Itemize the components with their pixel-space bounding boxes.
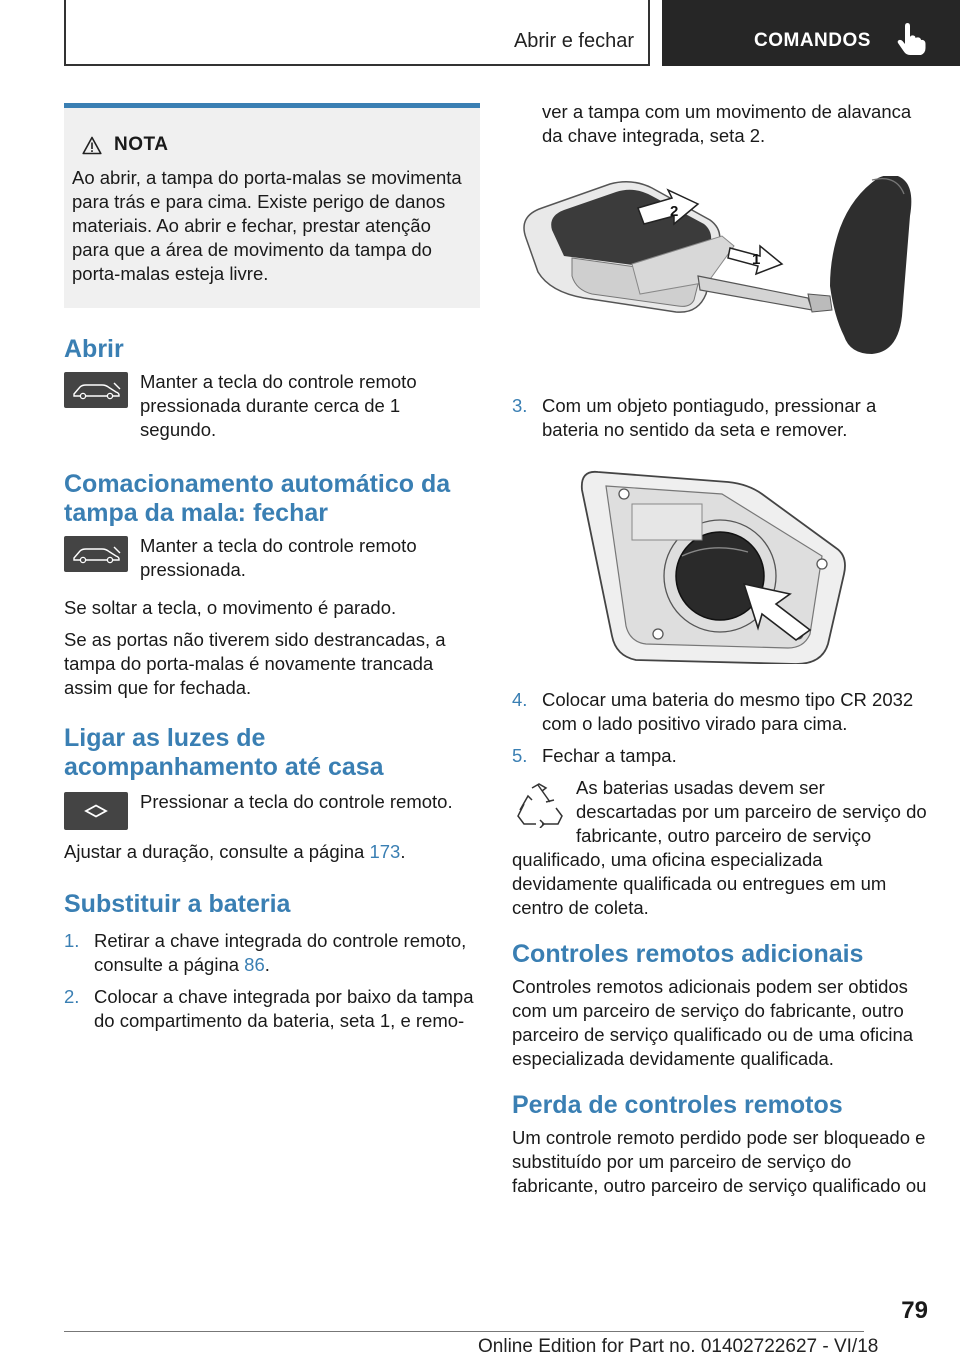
key-row-lights	[64, 790, 480, 830]
figure-arrow-label-2: 2	[670, 203, 679, 220]
header-chapter-label: COMANDOS	[754, 30, 871, 51]
step-number: 4.	[512, 689, 528, 710]
luzes-adjust-text: Ajustar a duração, consulte a página	[64, 841, 370, 862]
footer-edition: Online Edition for Part no. 01402722627 - VI/18	[478, 1336, 879, 1357]
pointing-hand-icon	[896, 22, 926, 56]
step-1	[64, 929, 480, 977]
step-1-text: Retirar a chave integrada do controle remoto, consulte a página	[94, 930, 467, 975]
step-number: 1.	[64, 930, 80, 951]
luzes-adjust-paragraph: Ajustar a duração, consulte a página 173.	[64, 841, 406, 862]
heading-bateria: Substituir a bateria	[64, 890, 291, 918]
warning-note-header	[82, 134, 472, 156]
figure-arrow-label-1: 1	[752, 251, 761, 268]
comac-paragraph-doors: Se as portas não tiverem sido destrancadas, a tampa do porta-malas é novamente trancada assim que for fechada.	[64, 629, 446, 698]
battery-compartment-illustration	[572, 464, 868, 664]
header-rule-left	[64, 0, 66, 66]
step-2-continued	[512, 100, 928, 148]
car-tailgate-icon	[68, 543, 124, 565]
key-row-close	[64, 534, 480, 582]
controles-paragraph: Controles remotos adicionais podem ser obtidos com um parceiro de serviço do fabricante, outro parceiro de serviço qualificado ou de uma oficina especializada devidamente qualificada.	[512, 976, 914, 1069]
abrir-instruction: Manter a tecla do controle remoto pressionada durante cerca de 1 segundo.	[140, 371, 417, 440]
recycle-notice	[512, 776, 928, 920]
header-section-title: Abrir e fechar	[513, 30, 634, 52]
header-rule-divider	[648, 0, 650, 66]
page-link-86[interactable]: 86	[244, 954, 265, 975]
page-number: 79	[901, 1297, 928, 1324]
key-fob-lever-illustration	[512, 176, 928, 366]
lights-key-button	[64, 792, 128, 830]
warning-note-title: NOTA	[114, 134, 169, 155]
tailgate-key-button	[64, 536, 128, 572]
tailgate-key-button	[64, 372, 128, 408]
recycle-text: As baterias usadas devem ser descartadas por um parceiro de serviço do fabricante, outro parceiro de serviço qualificado, uma oficina especializada devidamente qualificada ou entregues em um centro de coleta.	[512, 777, 927, 918]
step-number: 3.	[512, 395, 528, 416]
header-chapter-tab	[662, 0, 960, 66]
right-column	[512, 100, 928, 1206]
heading-controles-adicionais: Controles remotos adicionais	[512, 940, 864, 968]
step-3-text: Com um objeto pontiagudo, pressionar a bateria no sentido da seta e remover.	[542, 395, 877, 440]
comac-paragraph-release: Se soltar a tecla, o movimento é parado.	[64, 597, 397, 618]
left-column	[64, 103, 480, 1041]
heading-luzes: Ligar as luzes de acompanhamento até casa	[64, 724, 384, 781]
step-5	[512, 744, 928, 768]
comac-instruction: Manter a tecla do controle remoto pressionada.	[140, 535, 417, 580]
step-4	[512, 688, 928, 736]
diamond-icon	[84, 804, 108, 818]
recycle-icon	[514, 782, 564, 828]
step-number: 5.	[512, 745, 528, 766]
page-link-173[interactable]: 173	[369, 841, 401, 862]
heading-comacionamento: Comacionamento automático da tampa da mala: fechar	[64, 470, 451, 527]
warning-note-box	[64, 103, 480, 308]
step-2	[64, 985, 480, 1033]
heading-perda: Perda de controles remotos	[512, 1091, 843, 1119]
step-3	[512, 394, 928, 442]
step-text: Retirar a chave integrada do controle remoto, consulte a página 86.	[94, 930, 467, 975]
step-number: 2.	[64, 986, 80, 1007]
step-4-text: Colocar uma bateria do mesmo tipo CR 2032 com o lado positivo virado para cima.	[542, 689, 914, 734]
heading-abrir: Abrir	[64, 335, 124, 363]
step-5-text: Fechar a tampa.	[542, 745, 677, 766]
key-row-open	[64, 370, 480, 442]
step-2-continued-text: ver a tampa com um movimento de alavanca da chave integrada, seta 2.	[542, 101, 912, 146]
perda-paragraph: Um controle remoto perdido pode ser bloqueado e substituído por um parceiro de serviço do fabricante, outro parceiro de serviço qualificado ou	[512, 1127, 927, 1196]
luzes-instruction: Pressionar a tecla do controle remoto.	[140, 791, 453, 812]
step-2-text: Colocar a chave integrada por baixo da tampa do compartimento da bateria, seta 1, e remo-	[94, 986, 474, 1031]
footer-rule	[64, 1331, 864, 1332]
car-tailgate-icon	[68, 379, 124, 401]
warning-triangle-icon	[82, 136, 102, 155]
warning-note-text: Ao abrir, a tampa do porta-malas se movimenta para trás e para cima. Existe perigo de danos materiais. Ao abrir e fechar, prestar atenção para que a área de movimento da tampa do porta-malas esteja livre.	[72, 167, 462, 284]
header-rule-bottom	[64, 64, 650, 66]
